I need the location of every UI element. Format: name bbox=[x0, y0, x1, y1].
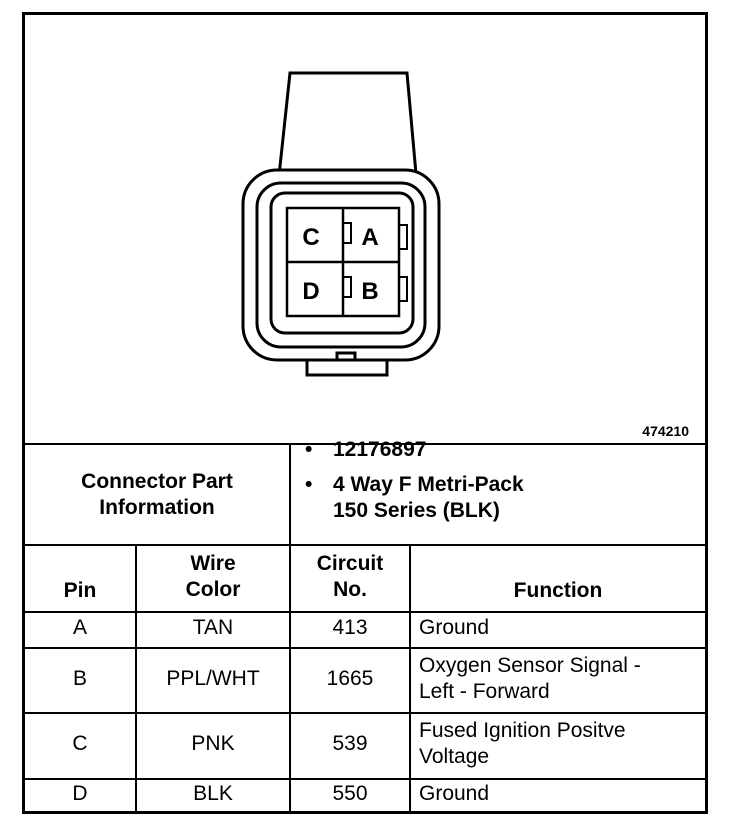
row-d-circuit: 550 bbox=[332, 782, 368, 805]
row-d-wire: BLK bbox=[193, 782, 233, 805]
figure-id: 474210 bbox=[642, 423, 689, 439]
row-b-function-line1: Oxygen Sensor Signal - bbox=[419, 653, 641, 677]
row-b-function-line2: Left - Forward bbox=[419, 679, 550, 703]
row-b-pin: B bbox=[72, 666, 87, 690]
connector-info-label bbox=[25, 445, 289, 544]
row-a-pin: A bbox=[72, 616, 87, 639]
row-c-pin: C bbox=[72, 732, 88, 755]
row-c-wire: PNK bbox=[191, 732, 235, 755]
pin-label-d: D bbox=[302, 278, 320, 305]
bullet: • bbox=[305, 473, 313, 496]
header-wire-color bbox=[137, 543, 289, 610]
header-pin: Pin bbox=[63, 579, 97, 602]
row-a-circuit: 413 bbox=[332, 616, 368, 639]
pin-label-a: A bbox=[361, 224, 379, 251]
connector-info-label-line2: Information bbox=[99, 495, 215, 519]
row-c-function-line2: Voltage bbox=[419, 745, 490, 768]
row-b-circuit: 1665 bbox=[326, 666, 374, 690]
row-b-wire: PPL/WHT bbox=[166, 666, 260, 690]
header-circuit bbox=[291, 543, 409, 610]
row-a-wire: TAN bbox=[192, 616, 234, 639]
connector-info-list bbox=[305, 437, 524, 524]
header-circuit-line1: Circuit bbox=[316, 551, 384, 575]
header-circuit-line2: No. bbox=[333, 577, 367, 601]
description-line1: 4 Way F Metri-Pack bbox=[333, 473, 524, 496]
header-wire-line1: Wire bbox=[190, 551, 236, 575]
connector-diagram bbox=[25, 15, 705, 443]
header-wire-line2: Color bbox=[185, 577, 241, 601]
row-d-pin: D bbox=[72, 782, 88, 805]
row-c-function-line1: Fused Ignition Positve bbox=[419, 719, 626, 742]
row-a-function: Ground bbox=[419, 616, 490, 639]
info-item-part-number bbox=[305, 437, 524, 463]
part-number: 12176897 bbox=[333, 438, 427, 461]
description-line2: 150 Series (BLK) bbox=[333, 499, 500, 522]
header-function: Function bbox=[513, 579, 603, 602]
info-item-description bbox=[305, 472, 524, 498]
divider-info-col bbox=[289, 443, 291, 544]
pin-label-b: B bbox=[361, 278, 379, 305]
connector-key bbox=[307, 360, 387, 375]
bullet: • bbox=[305, 438, 313, 461]
row-d-function: Ground bbox=[419, 782, 490, 805]
connector-info-label-line1: Connector Part bbox=[81, 469, 233, 493]
row-c-function bbox=[407, 711, 705, 777]
row-b-function bbox=[407, 646, 705, 711]
pin-label-c: C bbox=[302, 224, 320, 251]
row-c-circuit: 539 bbox=[332, 732, 368, 755]
connector-latch bbox=[278, 73, 417, 185]
